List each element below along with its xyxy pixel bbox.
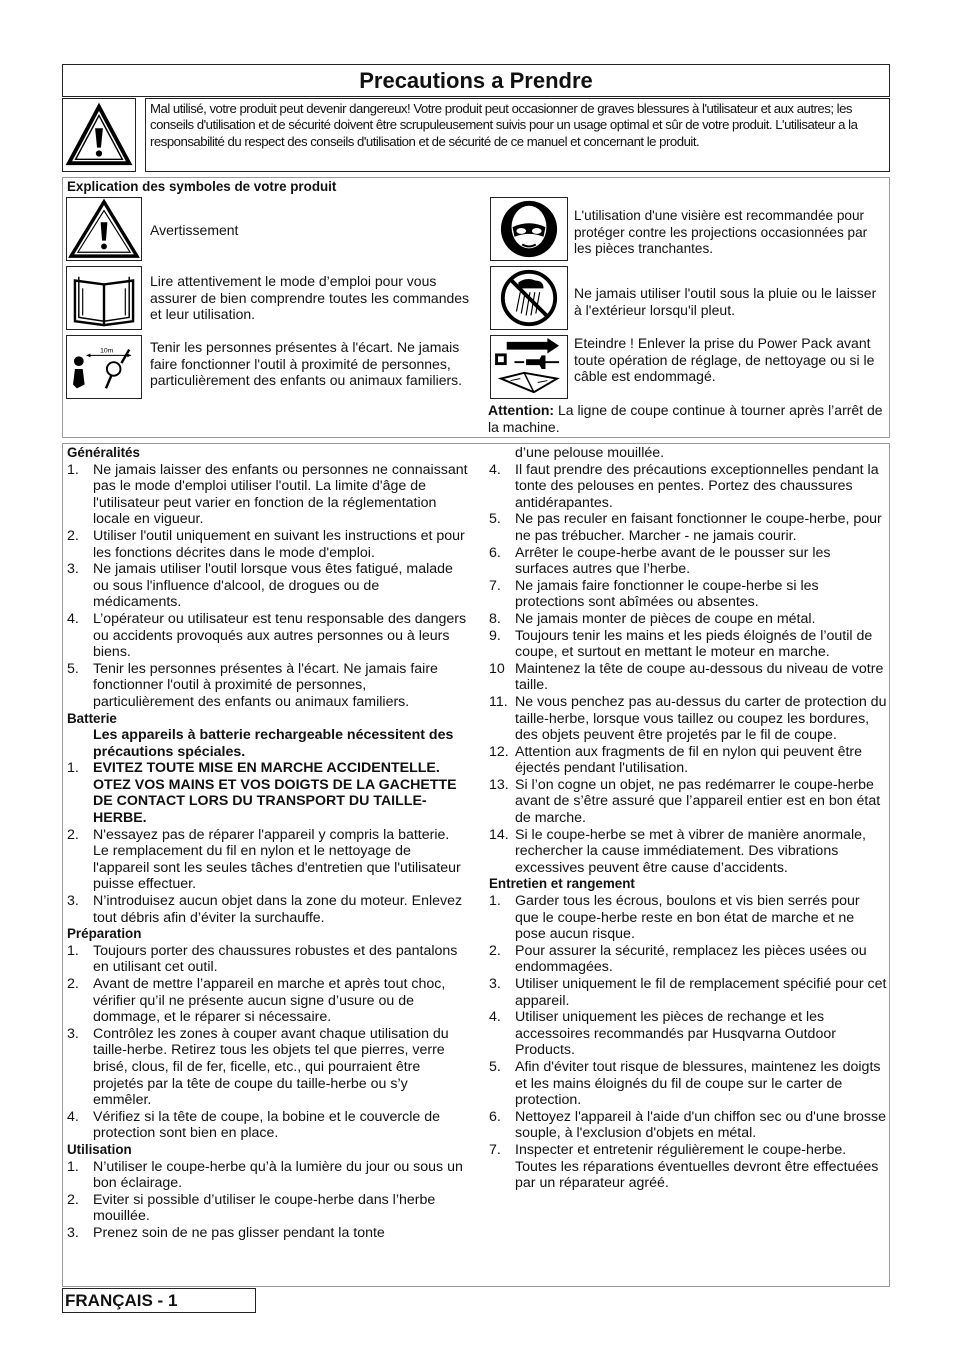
no-rain-icon: [490, 266, 568, 330]
attention-note: [488, 402, 886, 435]
list-item: [489, 827, 887, 877]
section-use-title: Utilisation: [67, 1141, 132, 1157]
keep-distance-icon: [66, 335, 142, 399]
list-number: 6.: [489, 544, 501, 561]
symbol-manual-text: Lire attentivement le mode d’emploi pour vous assurer de bien comprendre toutes les commandes et leur utilisation.: [150, 273, 470, 323]
intro-text: Mal utilisé, votre produit peut devenir dangereux! Votre produit peut occasionner de graves blessures à l'utilisateur et aux autres; les conseils d'utilisation et de sécurité doivent être scrupuleusement suivis pour un usage optimal et sûr de votre produit. L'utilisateur a la responsabilité du respect des conseils d'utilisation et de sécurité de ce manuel et concernant le produit.: [145, 98, 890, 172]
attention-label: Attention:: [488, 402, 555, 418]
list-item: 3. N’introduisez aucun objet dans la zone du moteur. Enlevez tout débris afin d’éviter la surchauffe.: [67, 893, 463, 926]
list-number: 5.: [489, 511, 501, 528]
list-number: 9.: [489, 627, 501, 644]
list-item: [489, 611, 887, 628]
symbol-warning-text: Avertissement: [150, 222, 239, 238]
right-column: [489, 445, 887, 1192]
symbol-unplug-text: Eteindre ! Enlever la prise du Power Pack avant toute opération de réglage, de nettoyage ou si le câble est endommagé.: [574, 335, 875, 385]
list-item: 2. Pour assurer la sécurité, remplacez les pièces usées ou endommagées.: [489, 942, 867, 976]
symbols-section: [62, 177, 890, 438]
symbol-visor-text: L'utilisation d'une visière est recommandée pour protéger contre les projections occasionnées par les pièces tranchantes.: [574, 208, 868, 257]
list-text: Il faut prendre des précautions exceptionnelles pendant la tonte des pelouses en pentes. Portez des chaussures antidérapantes.: [515, 461, 879, 511]
list-item: 2. Eviter si possible d’utiliser le coupe-herbe dans l’herbe mouillée.: [67, 1191, 436, 1225]
list-item: 2. Avant de mettre l’appareil en marche et après tout choc, vérifier qu’il ne présente aucun signe d’usure ou de dommage, et le réparer si nécessaire.: [67, 976, 446, 1026]
left-column: [67, 445, 469, 1242]
list-number: 4.: [489, 461, 501, 478]
open-book-icon: [66, 266, 142, 330]
battery-intro: Les appareils à batterie rechargeable nécessitent des précautions spéciales.: [93, 727, 454, 760]
symbols-heading: Explication des symboles de votre produit: [67, 179, 337, 194]
list-number: 7.: [489, 577, 501, 594]
section-preparation-title: Préparation: [67, 926, 142, 942]
list-text: Ne jamais monter de pièces de coupe en métal.: [515, 610, 816, 627]
list-item: 2. Utiliser l'outil uniquement en suivant les instructions et pour les fonctions décrites dans le mode d'emploi.: [67, 527, 465, 561]
symbol-distance-text: Tenir les personnes présentes à l'écart. Ne jamais faire fonctionner l'outil à proximité de personnes, particulièrement des enfants ou animaux familiers.: [150, 339, 463, 389]
list-item: 3. Prenez soin de ne pas glisser pendant la tonte: [67, 1224, 385, 1241]
list-item: [489, 744, 887, 777]
list-item: [489, 511, 887, 544]
list-text: Ne pas reculer en faisant fonctionner le coupe-herbe, pour ne pas trébucher. Marcher - ne jamais courir.: [515, 511, 882, 544]
face-shield-icon: [490, 197, 568, 261]
distance-label: 10m: [100, 347, 114, 355]
list-item: 3. Ne jamais utiliser l'outil lorsque vous êtes fatigué, malade ou sous l'influence d'alcool, de drogues ou de médicaments.: [67, 561, 453, 611]
list-text: Toujours tenir les mains et les pieds éloignés de l’outil de coupe, et surtout en mettant le moteur en marche.: [515, 627, 873, 661]
symbol-rain-text: Ne jamais utiliser l'outil sous la pluie ou le laisser à l'extérieur lorsqu'il pleut.: [574, 285, 877, 318]
section-general-title: Généralités: [67, 445, 140, 460]
list-item: 4. Utiliser uniquement les pièces de rechange et les accessoires recommandés par Husqvarna Outdoor Products.: [489, 1009, 836, 1059]
list-item: [489, 462, 887, 512]
list-number: 10: [489, 660, 505, 677]
warning-triangle-icon: [62, 98, 136, 172]
warning-intro: [62, 98, 890, 174]
section-maintenance-title: Entretien et rangement: [489, 876, 635, 892]
list-item: [489, 628, 887, 661]
list-item: 5. Afin d'éviter tout risque de blessures, maintenez les doigts et les mains éloignés du fil de coupe sur le carter de protection.: [489, 1058, 881, 1109]
list-item: [489, 545, 887, 578]
list-item: 1. EVITEZ TOUTE MISE EN MARCHE ACCIDENTELLE. OTEZ VOS MAINS ET VOS DOIGTS DE LA GACHETTE DE CONTACT LORS DU TRANSPORT DU TAILLE-HERBE.: [67, 760, 457, 827]
list-item: [489, 578, 887, 611]
list-number: 12.: [489, 743, 509, 760]
list-item: 3. Contrôlez les zones à couper avant chaque utilisation du taille-herbe. Retirez tous les objets tel que pierres, verre brisé, clous, fil de fer, ficelle, etc., qui pourraient être projetés par la tête de coupe du taille-herbe ou s’y emmêler.: [67, 1025, 449, 1109]
list-text: Maintenez la tête de coupe au-dessous du niveau de votre taille.: [515, 660, 884, 694]
page-footer: FRANÇAIS - 1: [62, 1288, 256, 1313]
page-title: Precautions a Prendre: [62, 64, 890, 97]
list-text: Attention aux fragments de fil en nylon qui peuvent être éjectés pendant l'utilisation.: [515, 743, 863, 777]
list-item: 2. N'essayez pas de réparer l'appareil y compris la batterie. Le remplacement du fil en nylon et le nettoyage de l'appareil sont les seules tâches d'entretien que l'utilisateur puisse effectuer.: [67, 826, 461, 893]
warning-triangle-icon: [66, 197, 142, 261]
list-text: Si l’on cogne un objet, ne pas redémarrer le coupe-herbe avant de s’être assuré que l’appareil entier est en bon état de marche.: [515, 776, 881, 827]
use-continued: d’une pelouse mouillée.: [515, 445, 665, 461]
list-number: 13.: [489, 776, 509, 793]
section-battery-title: Batterie: [67, 710, 117, 726]
safety-instructions: [62, 443, 890, 1287]
list-text: Si le coupe-herbe se met à vibrer de manière anormale, rechercher la cause immédiatement. Des vibrations excessives peuvent être cause d’accidents.: [515, 826, 866, 876]
list-number: 14.: [489, 826, 509, 843]
list-item: 4. L’opérateur ou utilisateur est tenu responsable des dangers ou accidents provoqués aux autres personnes ou à leurs biens.: [67, 610, 467, 661]
list-item: 4. Vérifiez si la tête de coupe, la bobine et le couvercle de protection sont bien en place.: [67, 1108, 441, 1142]
list-item: [489, 777, 887, 827]
list-text: Ne vous penchez pas au-dessus du carter de protection du taille-herbe, lorsque vous taillez ou coupez les bordures, des objets peuvent être projetés par le fil de coupe.: [515, 693, 887, 744]
list-item: 6. Nettoyez l'appareil à l'aide d'un chiffon sec ou d'une brosse souple, à l'exclusion d'objets en métal.: [489, 1108, 887, 1142]
list-item: 1. Garder tous les écrous, boulons et vis bien serrés pour que le coupe-herbe reste en bon état de marche et ne pose aucun risque.: [489, 893, 860, 943]
list-item: 1. Ne jamais laisser des enfants ou personnes ne connaissant pas le mode d'emploi utiliser l'outil. La limite d'âge de l'utilisateur peut varier en fonction de la réglementation locale en vigueur.: [67, 461, 468, 528]
list-text: Arrêter le coupe-herbe avant de le pousser sur les surfaces autres que l’herbe.: [515, 544, 831, 578]
list-number: 8.: [489, 610, 501, 627]
unplug-icon: [490, 335, 568, 399]
list-item: 3. Utiliser uniquement le fil de remplacement spécifié pour cet appareil.: [489, 976, 887, 1009]
list-item: 1. N’utiliser le coupe-herbe qu’à la lumière du jour ou sous un bon éclairage.: [67, 1158, 463, 1192]
list-text: Ne jamais faire fonctionner le coupe-herbe si les protections sont abîmées ou absentes.: [515, 577, 819, 611]
list-item: 1. Toujours porter des chaussures robustes et des pantalons en utilisant cet outil.: [67, 942, 458, 976]
list-item: [489, 694, 887, 744]
list-item: 7. Inspecter et entretenir régulièrement le coupe-herbe. Toutes les réparations éventuelles devront être effectuées par un réparateur agréé.: [489, 1141, 879, 1192]
list-item: [489, 661, 887, 694]
attention-text: La ligne de coupe continue à tourner après l’arrêt de la machine.: [488, 402, 883, 435]
list-number: 11.: [489, 693, 508, 710]
use-list: [489, 462, 887, 877]
list-item: 5. Tenir les personnes présentes à l'écart. Ne jamais faire fonctionner l'outil à proximité de personnes, particulièrement des enfants ou animaux familiers.: [67, 660, 438, 710]
